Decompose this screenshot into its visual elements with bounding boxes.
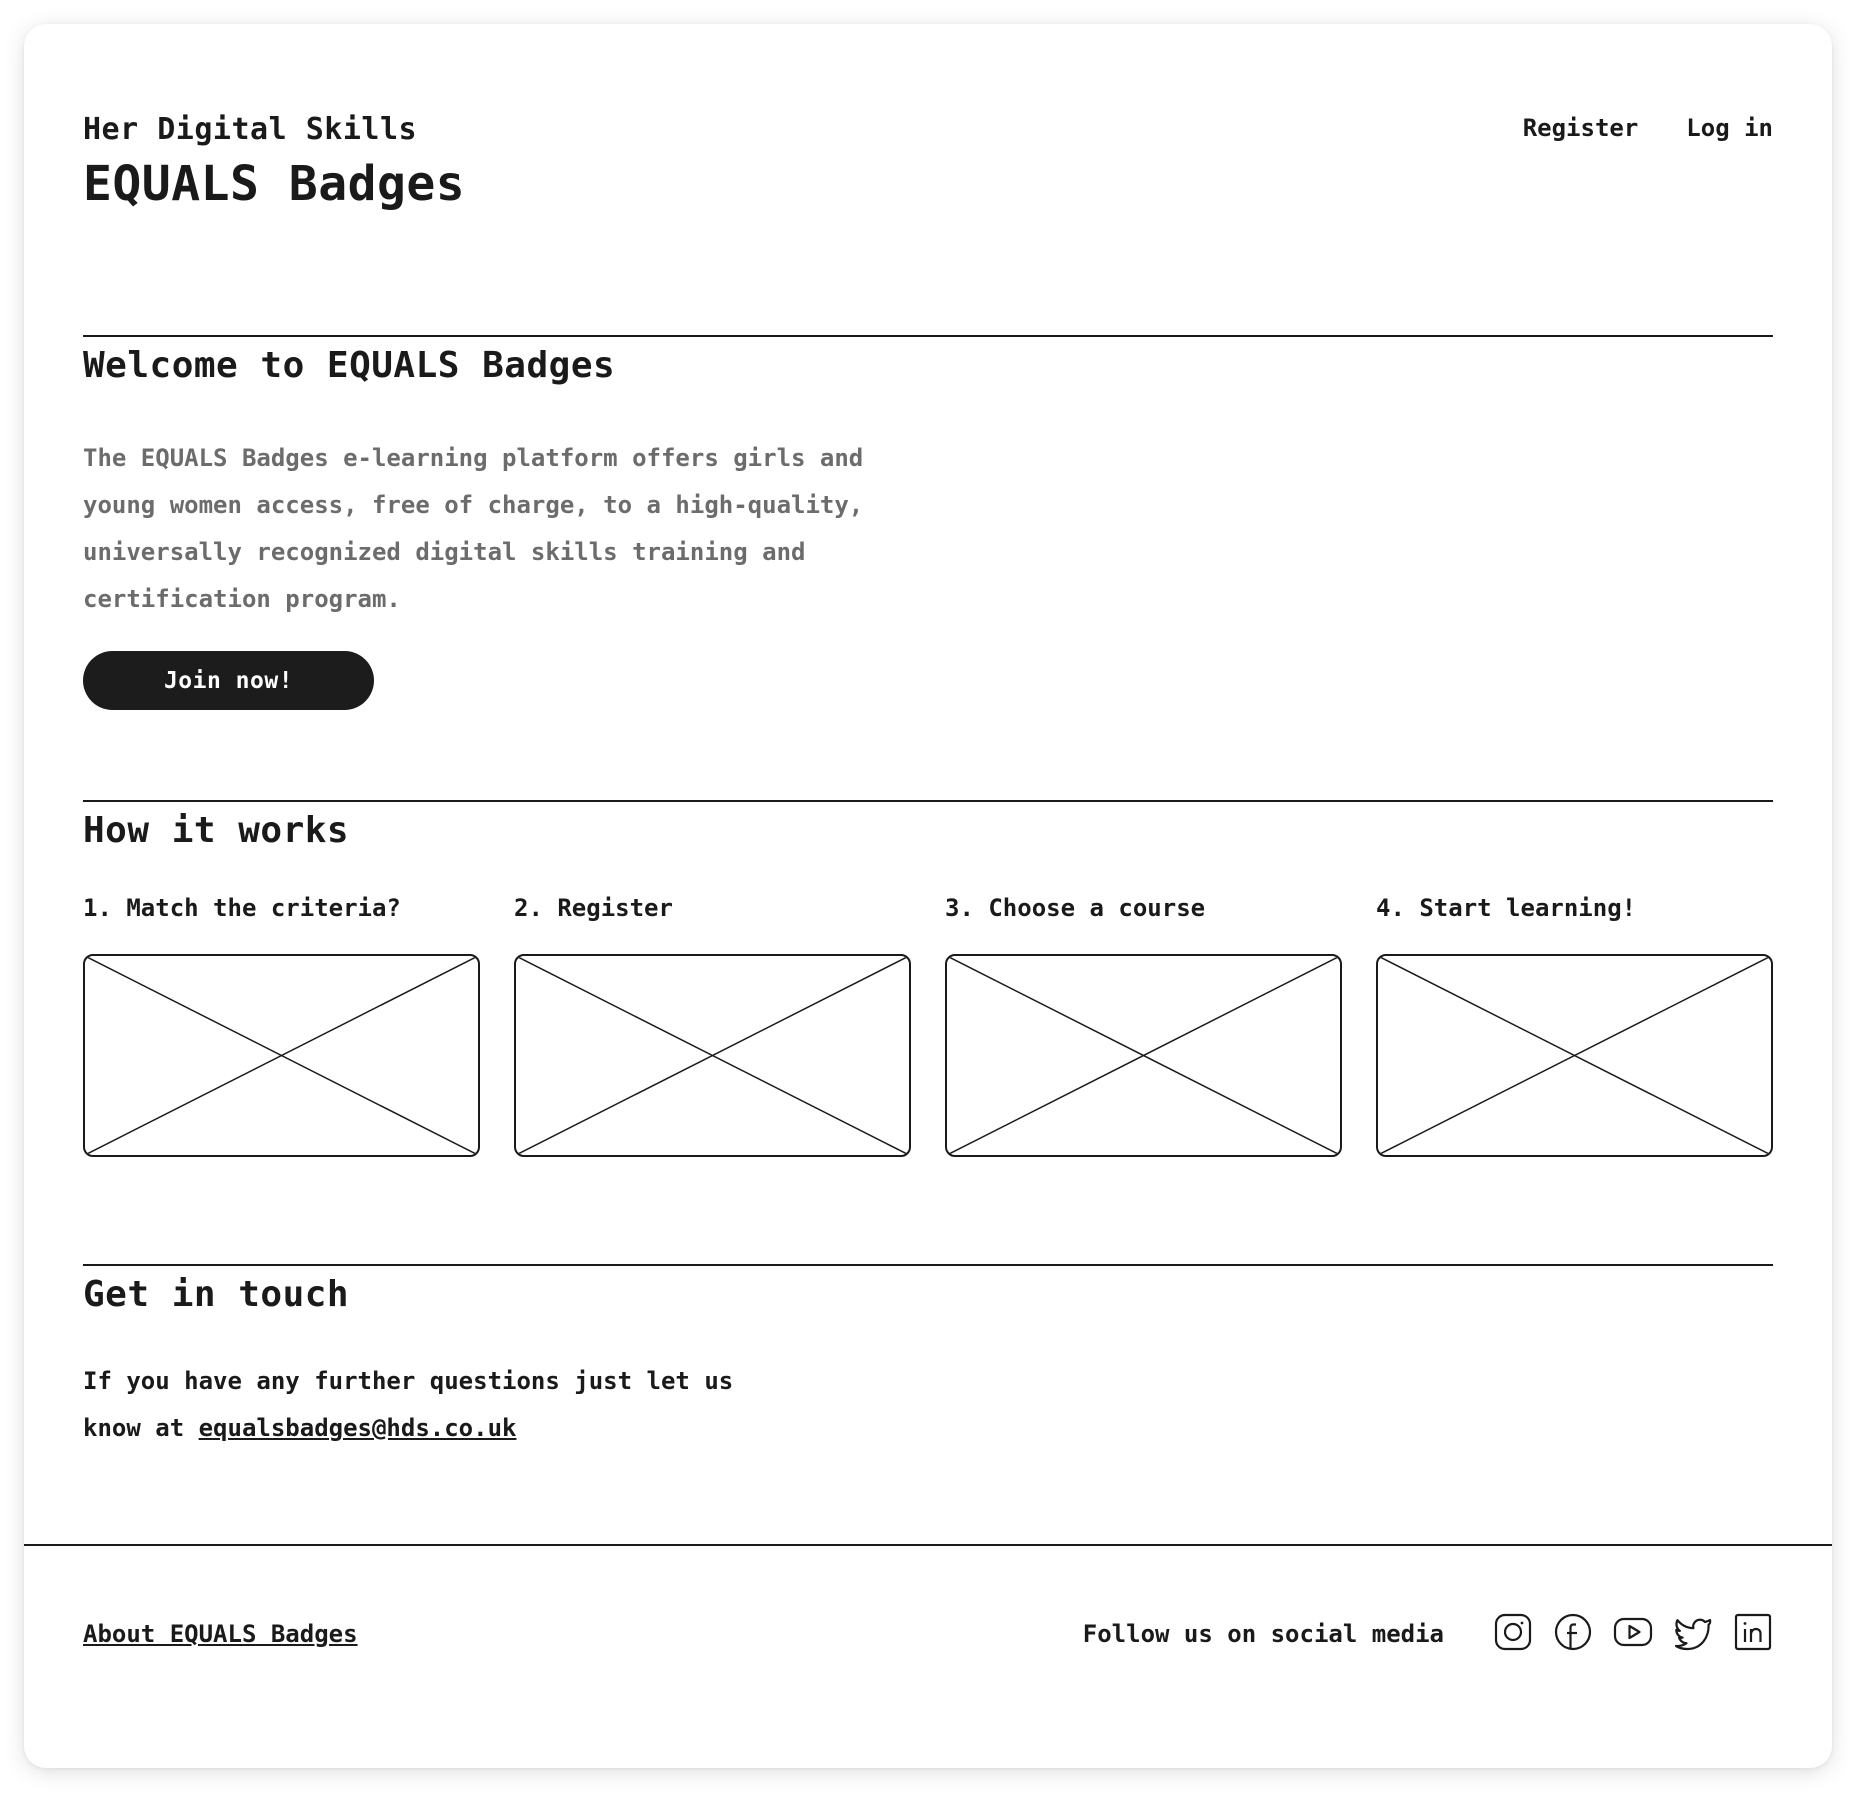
contact-paragraph <box>83 1358 803 1452</box>
facebook-icon[interactable] <box>1553 1612 1593 1652</box>
how-it-works-heading: How it works <box>83 810 350 851</box>
welcome-intro: The EQUALS Badges e-learning platform offers girls and young women access, free of charge, to a high-quality, universally recognized digital skills training and certification program. <box>83 444 864 613</box>
brand-subtitle: Her Digital Skills <box>83 112 418 147</box>
how-it-works-section <box>83 800 1773 1202</box>
page-card <box>24 24 1832 1768</box>
steps-row <box>83 894 1773 922</box>
placeholder-cross-icon <box>1378 956 1771 1155</box>
step-item <box>83 894 480 922</box>
step-label: 2. Register <box>514 894 673 922</box>
step-label: 4. Start learning! <box>1376 894 1637 922</box>
join-now-button[interactable]: Join now! <box>83 651 374 710</box>
linkedin-icon[interactable] <box>1733 1612 1773 1652</box>
placeholder-cross-icon <box>516 956 909 1155</box>
follow-label: Follow us on social media <box>1082 1620 1444 1648</box>
image-placeholder <box>945 954 1342 1157</box>
site-footer <box>24 1544 1832 1768</box>
site-header <box>83 88 1773 228</box>
top-nav <box>1523 114 1773 142</box>
instagram-icon[interactable] <box>1493 1612 1533 1652</box>
image-placeholder <box>1376 954 1773 1157</box>
login-link[interactable]: Log in <box>1686 114 1773 142</box>
social-links <box>1493 1612 1773 1652</box>
contact-text: If you have any further questions just let us know at <box>83 1367 734 1442</box>
get-in-touch-heading: Get in touch <box>83 1274 350 1315</box>
image-placeholder <box>514 954 911 1157</box>
image-placeholder <box>83 954 480 1157</box>
step-item <box>514 894 911 922</box>
step-label: 3. Choose a course <box>945 894 1206 922</box>
register-link[interactable]: Register <box>1522 114 1639 142</box>
step-item <box>945 894 1342 922</box>
email-link[interactable]: equalsbadges@hds.co.uk <box>198 1414 517 1442</box>
welcome-section <box>83 335 1773 757</box>
get-in-touch-section <box>83 1264 1773 1526</box>
youtube-icon[interactable] <box>1613 1612 1653 1652</box>
placeholder-cross-icon <box>85 956 478 1155</box>
step-label: 1. Match the criteria? <box>83 894 401 922</box>
twitter-icon[interactable] <box>1673 1612 1713 1652</box>
placeholder-cross-icon <box>947 956 1340 1155</box>
brand-title[interactable]: EQUALS Badges <box>83 156 466 212</box>
welcome-heading: Welcome to EQUALS Badges <box>83 345 616 386</box>
about-link[interactable]: About EQUALS Badges <box>83 1620 358 1648</box>
step-item <box>1376 894 1773 922</box>
